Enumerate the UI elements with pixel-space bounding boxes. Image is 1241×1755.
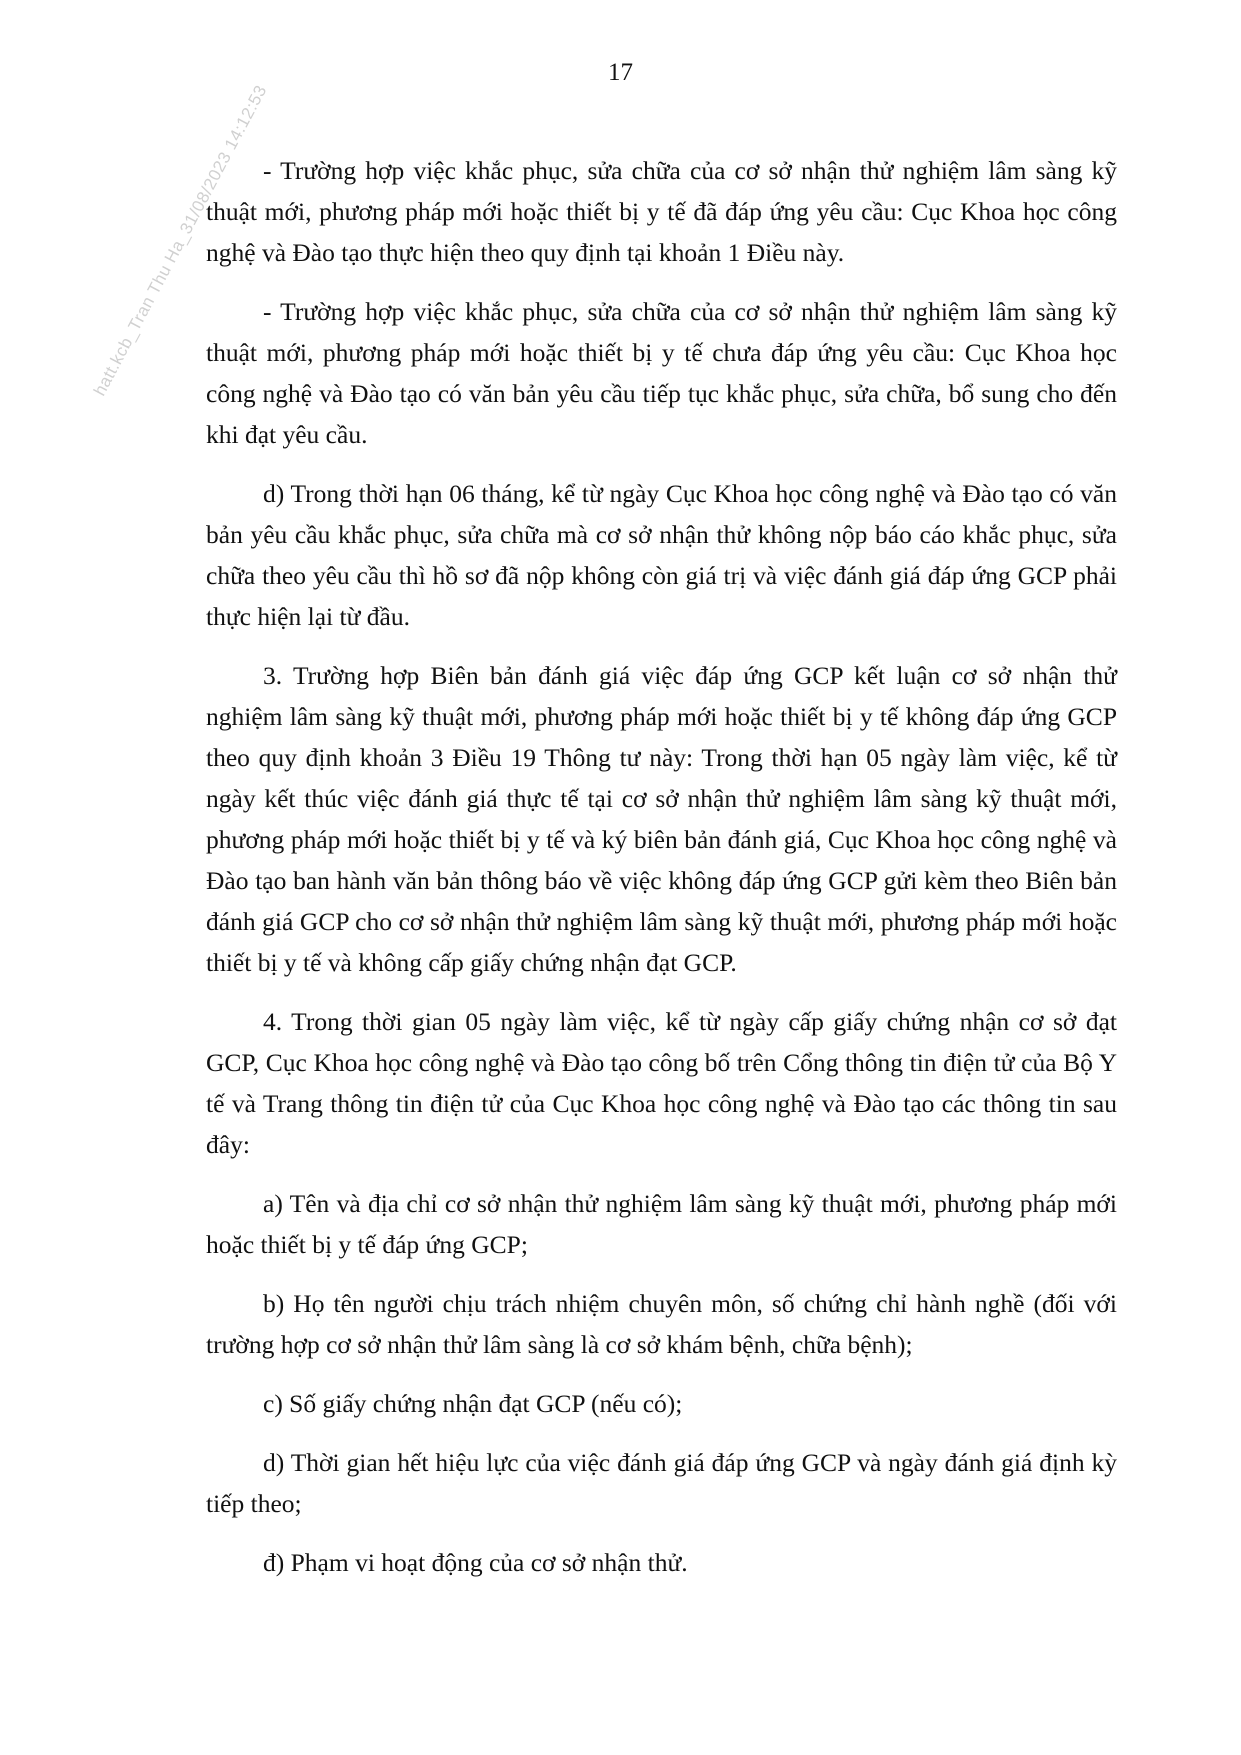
paragraph: d) Trong thời hạn 06 tháng, kể từ ngày Cục Khoa học công nghệ và Đào tạo có văn bản yêu cầu khắc phục, sửa chữa mà cơ sở nhận thử không nộp báo cáo khắc phục, sửa chữa theo yêu cầu thì hồ sơ đã nộp không còn giá trị và việc đánh giá đáp ứng GCP phải thực hiện lại từ đầu. <box>206 479 1117 631</box>
paragraph: 3. Trường hợp Biên bản đánh giá việc đáp ứng GCP kết luận cơ sở nhận thử nghiệm lâm sàng kỹ thuật mới, phương pháp mới hoặc thiết bị y tế không đáp ứng GCP theo quy định khoản 3 Điều 19 Thông tư này: Trong thời hạn 05 ngày làm việc, kể từ ngày kết thúc việc đánh giá thực tế tại cơ sở nhận thử nghiệm lâm sàng kỹ thuật mới, phương pháp mới hoặc thiết bị y tế và ký biên bản đánh giá, Cục Khoa học công nghệ và Đào tạo ban hành văn bản thông báo về việc không đáp ứng GCP gửi kèm theo Biên bản đánh giá GCP cho cơ sở nhận thử nghiệm lâm sàng kỹ thuật mới, phương pháp mới hoặc thiết bị y tế và không cấp giấy chứng nhận đạt GCP. <box>206 661 1117 977</box>
paragraph: c) Số giấy chứng nhận đạt GCP (nếu có); <box>263 1389 683 1418</box>
paragraph: a) Tên và địa chỉ cơ sở nhận thử nghiệm lâm sàng kỹ thuật mới, phương pháp mới hoặc thiết bị y tế đáp ứng GCP; <box>206 1189 1117 1259</box>
paragraph: - Trường hợp việc khắc phục, sửa chữa của cơ sở nhận thử nghiệm lâm sàng kỹ thuật mới, phương pháp mới hoặc thiết bị y tế đã đáp ứng yêu cầu: Cục Khoa học công nghệ và Đào tạo thực hiện theo quy định tại khoản 1 Điều này. <box>206 156 1117 267</box>
paragraph: b) Họ tên người chịu trách nhiệm chuyên môn, số chứng chỉ hành nghề (đối với trường hợp cơ sở nhận thử lâm sàng là cơ sở khám bệnh, chữa bệnh); <box>206 1289 1117 1359</box>
paragraph: - Trường hợp việc khắc phục, sửa chữa của cơ sở nhận thử nghiệm lâm sàng kỹ thuật mới, phương pháp mới hoặc thiết bị y tế chưa đáp ứng yêu cầu: Cục Khoa học công nghệ và Đào tạo có văn bản yêu cầu tiếp tục khắc phục, sửa chữa, bổ sung cho đến khi đạt yêu cầu. <box>206 297 1117 449</box>
watermark: hatt.kcb_Tran Thu Ha_31/08/2023 14:12:53 <box>90 81 271 399</box>
paragraph: d) Thời gian hết hiệu lực của việc đánh giá đáp ứng GCP và ngày đánh giá định kỳ tiếp theo; <box>206 1448 1117 1518</box>
paragraph: 4. Trong thời gian 05 ngày làm việc, kể từ ngày cấp giấy chứng nhận cơ sở đạt GCP, Cục Khoa học công nghệ và Đào tạo công bố trên Cổng thông tin điện tử của Bộ Y tế và Trang thông tin điện tử của Cục Khoa học công nghệ và Đào tạo các thông tin sau đây: <box>206 1007 1117 1159</box>
page-number: 17 <box>608 59 633 86</box>
document-body <box>206 150 1117 1601</box>
paragraph: đ) Phạm vi hoạt động của cơ sở nhận thử. <box>263 1548 688 1577</box>
